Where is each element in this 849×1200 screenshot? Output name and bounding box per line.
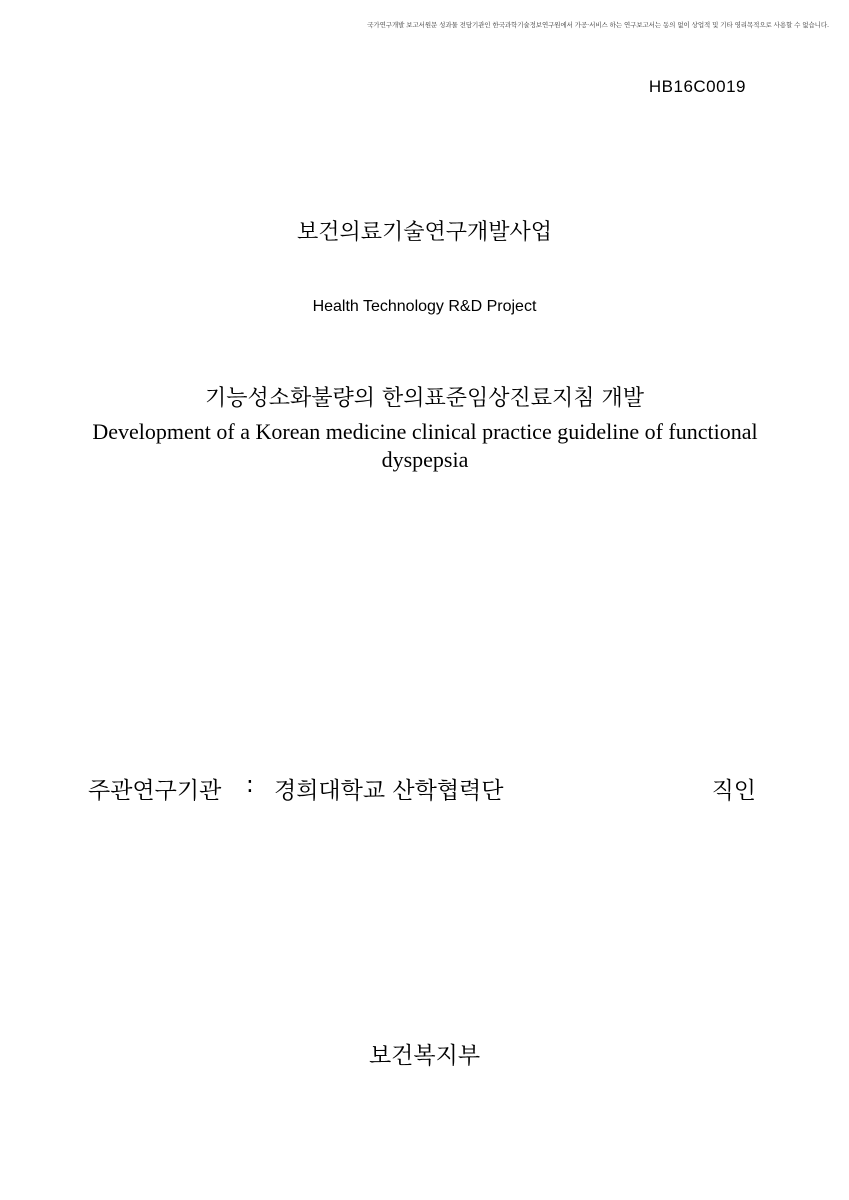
ministry-name: 보건복지부	[368, 1043, 481, 1069]
copyright-notice: 국가연구개발 보고서원문 성과물 전담기관인 한국과학기술정보연구원에서 가공·서비스 하는 연구보고서는 동의 없이 상업적 및 기타 영리목적으로 사용할 수 없습니다.	[367, 21, 829, 29]
report-code: HB16C0019	[648, 77, 746, 96]
project-title: 기능성소화불량의 한의표준임상진료지침 개발	[204, 386, 645, 411]
institution-name: 경희대학교 산학협력단	[274, 778, 504, 804]
project-title-english: Development of a Korean medicine clinical practice guideline of functional dyspepsia	[92, 419, 758, 472]
program-title-english: Health Technology R&D Project	[312, 298, 537, 315]
institution-separator: :	[246, 772, 254, 798]
lead-institution-row	[88, 772, 756, 806]
program-title: 보건의료기술연구개발사업	[296, 220, 553, 245]
institution-label: 주관연구기관	[88, 778, 222, 804]
official-seal-label: 직인	[711, 778, 756, 804]
